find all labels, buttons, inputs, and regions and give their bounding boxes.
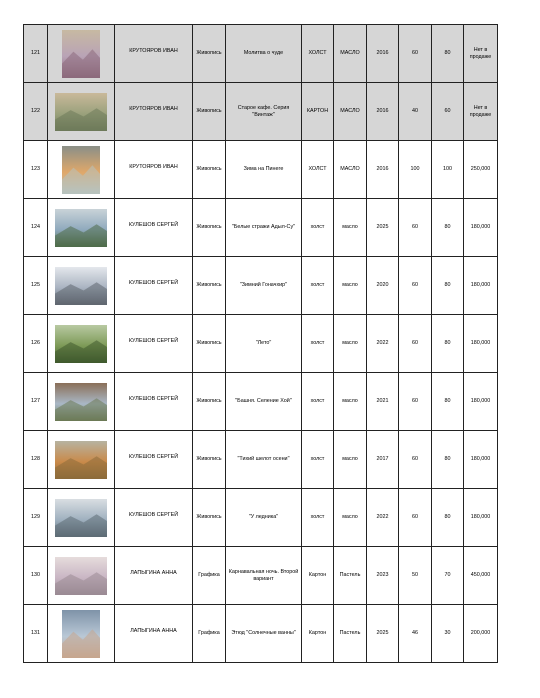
genre: Живопись <box>193 489 226 547</box>
width: 80 <box>432 25 464 83</box>
year: 2020 <box>367 257 399 315</box>
artwork-title: "Башня. Селение Хой" <box>226 373 302 431</box>
price: 180,000 <box>464 489 498 547</box>
artwork-image <box>55 441 107 479</box>
width: 70 <box>432 547 464 605</box>
medium: МАСЛО <box>334 25 367 83</box>
artist-name: ЛАПЫГИНА АННА <box>115 605 193 663</box>
width: 100 <box>432 141 464 199</box>
table-row <box>24 489 498 547</box>
row-number: 121 <box>24 25 48 83</box>
medium: масло <box>334 199 367 257</box>
support-material: Картон <box>302 547 334 605</box>
year: 2022 <box>367 315 399 373</box>
artwork-title: "У ледника" <box>226 489 302 547</box>
support-material: Картон <box>302 605 334 663</box>
price: 180,000 <box>464 257 498 315</box>
genre: Графика <box>193 605 226 663</box>
row-number: 126 <box>24 315 48 373</box>
width: 80 <box>432 257 464 315</box>
price: Нет в продаже <box>464 25 498 83</box>
row-number: 122 <box>24 83 48 141</box>
year: 2025 <box>367 605 399 663</box>
year: 2022 <box>367 489 399 547</box>
table-row <box>24 605 498 663</box>
support-material: холст <box>302 315 334 373</box>
artwork-thumbnail <box>48 489 115 547</box>
catalog-table <box>23 24 498 663</box>
medium: Пастель <box>334 547 367 605</box>
genre: Живопись <box>193 199 226 257</box>
width: 60 <box>432 83 464 141</box>
year: 2017 <box>367 431 399 489</box>
medium: масло <box>334 431 367 489</box>
medium: масло <box>334 373 367 431</box>
artist-name: КРУТОЯРОВ ИВАН <box>115 141 193 199</box>
row-number: 129 <box>24 489 48 547</box>
medium: масло <box>334 489 367 547</box>
artist-name: ЛАПЫГИНА АННА <box>115 547 193 605</box>
year: 2021 <box>367 373 399 431</box>
artist-name: КРУТОЯРОВ ИВАН <box>115 25 193 83</box>
support-material: ХОЛСТ <box>302 25 334 83</box>
artwork-image <box>55 267 107 305</box>
price: Нет в продаже <box>464 83 498 141</box>
medium: МАСЛО <box>334 83 367 141</box>
artwork-thumbnail <box>48 141 115 199</box>
support-material: холст <box>302 489 334 547</box>
price: 450,000 <box>464 547 498 605</box>
artwork-title: "Зимний Гоначхир" <box>226 257 302 315</box>
artist-name: КУЛЕШОВ СЕРГЕЙ <box>115 431 193 489</box>
height: 60 <box>399 373 432 431</box>
row-number: 131 <box>24 605 48 663</box>
height: 60 <box>399 199 432 257</box>
height: 60 <box>399 489 432 547</box>
artwork-image <box>55 499 107 537</box>
artwork-title: Молитва о чуде <box>226 25 302 83</box>
support-material: холст <box>302 199 334 257</box>
support-material: холст <box>302 431 334 489</box>
genre: Живопись <box>193 83 226 141</box>
medium: МАСЛО <box>334 141 367 199</box>
support-material: КАРТОН <box>302 83 334 141</box>
artist-name: КУЛЕШОВ СЕРГЕЙ <box>115 315 193 373</box>
artwork-thumbnail <box>48 257 115 315</box>
artwork-image <box>55 325 107 363</box>
catalog-rows <box>24 25 498 663</box>
table-row <box>24 373 498 431</box>
artist-name: КУЛЕШОВ СЕРГЕЙ <box>115 489 193 547</box>
genre: Живопись <box>193 373 226 431</box>
width: 80 <box>432 431 464 489</box>
genre: Живопись <box>193 431 226 489</box>
genre: Живопись <box>193 315 226 373</box>
artwork-image <box>55 383 107 421</box>
medium: масло <box>334 315 367 373</box>
width: 80 <box>432 315 464 373</box>
artwork-thumbnail <box>48 199 115 257</box>
height: 40 <box>399 83 432 141</box>
artwork-title: Зима на Пинеге <box>226 141 302 199</box>
support-material: ХОЛСТ <box>302 141 334 199</box>
height: 60 <box>399 25 432 83</box>
price: 180,000 <box>464 431 498 489</box>
artwork-title: "Тихий шелот осени" <box>226 431 302 489</box>
genre: Живопись <box>193 25 226 83</box>
artwork-title: Этюд "Солнечные ванны" <box>226 605 302 663</box>
artwork-image <box>62 146 100 194</box>
genre: Живопись <box>193 257 226 315</box>
artwork-thumbnail <box>48 605 115 663</box>
row-number: 128 <box>24 431 48 489</box>
artwork-title: "Лето" <box>226 315 302 373</box>
price: 180,000 <box>464 315 498 373</box>
width: 80 <box>432 489 464 547</box>
genre: Живопись <box>193 141 226 199</box>
table-row <box>24 547 498 605</box>
price: 180,000 <box>464 199 498 257</box>
width: 80 <box>432 199 464 257</box>
price: 180,000 <box>464 373 498 431</box>
height: 60 <box>399 315 432 373</box>
support-material: холст <box>302 373 334 431</box>
height: 60 <box>399 431 432 489</box>
width: 30 <box>432 605 464 663</box>
artwork-thumbnail <box>48 373 115 431</box>
artwork-thumbnail <box>48 315 115 373</box>
row-number: 124 <box>24 199 48 257</box>
table-row <box>24 199 498 257</box>
artwork-image <box>62 610 100 658</box>
year: 2016 <box>367 141 399 199</box>
price: 250,000 <box>464 141 498 199</box>
year: 2025 <box>367 199 399 257</box>
year: 2016 <box>367 83 399 141</box>
row-number: 127 <box>24 373 48 431</box>
table-row <box>24 25 498 83</box>
artwork-title: Старое кафе. Серия "Винтаж" <box>226 83 302 141</box>
width: 80 <box>432 373 464 431</box>
genre: Графика <box>193 547 226 605</box>
year: 2023 <box>367 547 399 605</box>
height: 60 <box>399 257 432 315</box>
artwork-image <box>55 557 107 595</box>
table-row <box>24 83 498 141</box>
artist-name: КУЛЕШОВ СЕРГЕЙ <box>115 373 193 431</box>
artwork-thumbnail <box>48 431 115 489</box>
artwork-image <box>55 93 107 131</box>
table-row <box>24 315 498 373</box>
year: 2016 <box>367 25 399 83</box>
artist-name: КУЛЕШОВ СЕРГЕЙ <box>115 199 193 257</box>
medium: масло <box>334 257 367 315</box>
row-number: 130 <box>24 547 48 605</box>
price: 200,000 <box>464 605 498 663</box>
artwork-image <box>62 30 100 78</box>
medium: Пастель <box>334 605 367 663</box>
table-row <box>24 431 498 489</box>
table-row <box>24 257 498 315</box>
artwork-thumbnail <box>48 25 115 83</box>
artwork-image <box>55 209 107 247</box>
height: 50 <box>399 547 432 605</box>
artist-name: КУЛЕШОВ СЕРГЕЙ <box>115 257 193 315</box>
table-row <box>24 141 498 199</box>
artwork-thumbnail <box>48 547 115 605</box>
height: 100 <box>399 141 432 199</box>
support-material: холст <box>302 257 334 315</box>
artwork-title: Карнавальная ночь. Второй вариант <box>226 547 302 605</box>
artwork-title: "Белые стражи Адыл-Су" <box>226 199 302 257</box>
row-number: 125 <box>24 257 48 315</box>
artwork-thumbnail <box>48 83 115 141</box>
height: 46 <box>399 605 432 663</box>
artist-name: КРУТОЯРОВ ИВАН <box>115 83 193 141</box>
row-number: 123 <box>24 141 48 199</box>
